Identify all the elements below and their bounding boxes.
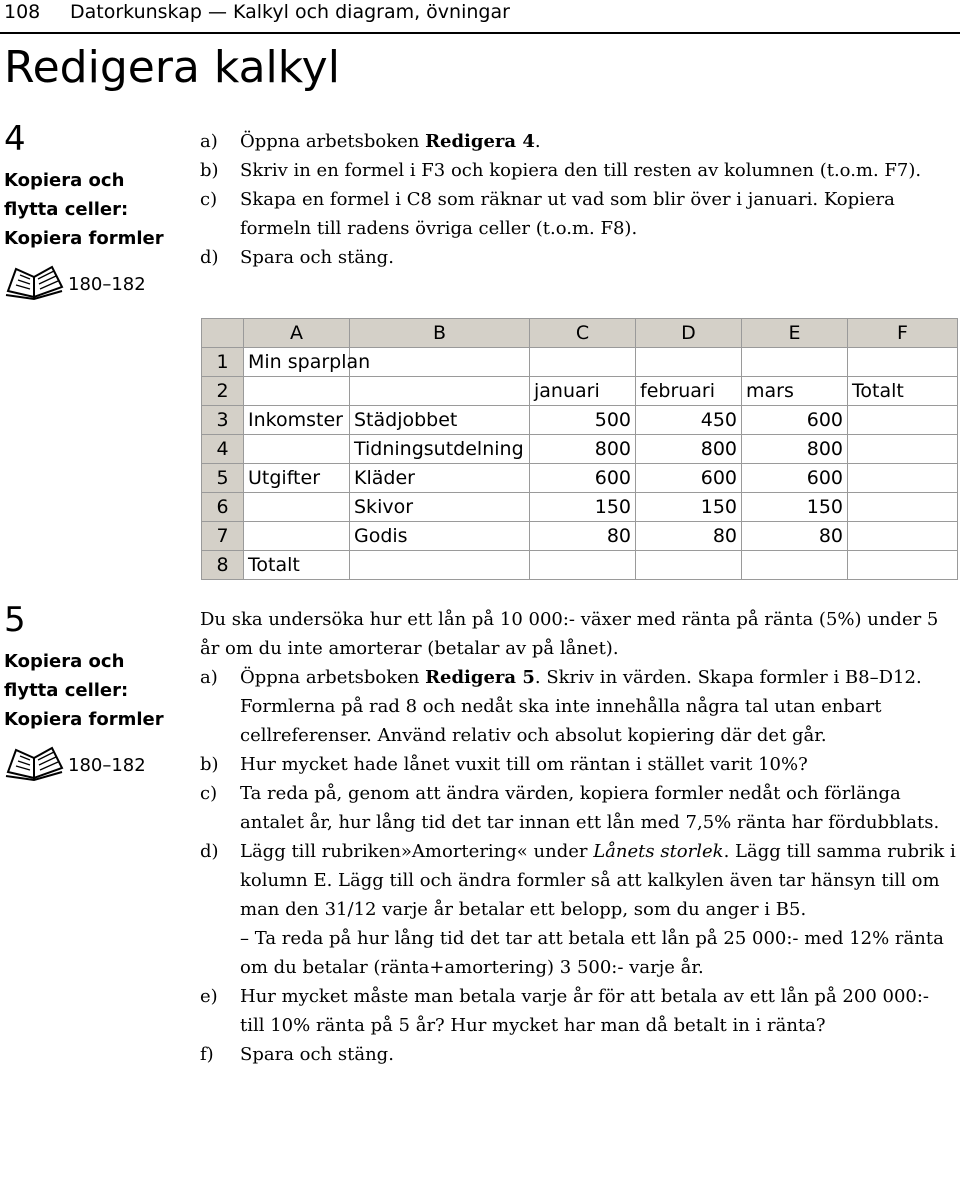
cell[interactable]: 600 (742, 464, 848, 493)
corner-cell[interactable] (202, 319, 244, 348)
cell[interactable]: mars (742, 377, 848, 406)
cell[interactable] (244, 377, 350, 406)
cell[interactable] (848, 493, 958, 522)
exercise5-item-a (200, 663, 958, 750)
cell[interactable]: Inkomster (244, 406, 350, 435)
item-label: e) (200, 986, 218, 1007)
item-text: Skapa en formel i C8 som räknar ut vad som blir över i januari. Kopiera formeln till radens övriga celler (t.o.m. F8). (240, 189, 895, 239)
cell[interactable]: Godis (350, 522, 530, 551)
item-a-bold: Redigera 4 (425, 131, 535, 152)
item-d-post: . Lägg till samma rubrik i kolumn E. Lägg till och ändra formler så att kalkylen även tar hänsyn till om man den 31/12 varje år betalar ett belopp, som du anger i B5. (240, 841, 956, 920)
exercise5-topic-1: Kopiera och (4, 651, 125, 672)
cell[interactable]: 600 (636, 464, 742, 493)
row-header[interactable]: 6 (202, 493, 244, 522)
exercise5-item-d (200, 837, 958, 924)
item-a-bold: Redigera 5 (425, 667, 535, 688)
exercise4-sidebar (4, 119, 194, 301)
open-book-icon (4, 742, 64, 782)
cell[interactable] (244, 493, 350, 522)
column-header[interactable]: B (350, 319, 530, 348)
cell[interactable] (848, 551, 958, 580)
exercise5-item-c (200, 779, 958, 837)
cell[interactable] (636, 551, 742, 580)
row-header[interactable]: 4 (202, 435, 244, 464)
exercise5-item-b (200, 750, 958, 779)
column-header[interactable]: A (244, 319, 350, 348)
table-row (202, 464, 958, 493)
cell[interactable] (742, 348, 848, 377)
item-d-italic: Lånets storlek (593, 841, 724, 862)
cell[interactable]: 80 (742, 522, 848, 551)
cell[interactable] (848, 464, 958, 493)
table-row (202, 551, 958, 580)
exercise4-topic-2: flytta celler: (4, 199, 129, 220)
exercise4-book-ref (4, 261, 194, 301)
exercise4-topic-1: Kopiera och (4, 170, 125, 191)
exercise5-ref-pages: 180–182 (68, 754, 146, 776)
header-rule (0, 32, 960, 34)
item-text: Ta reda på, genom att ändra värden, kopiera formler nedåt och förlänga antalet år, hur lång tid det tar innan ett lån med 7,5% ränta har fördubblats. (240, 783, 940, 833)
table-row (202, 435, 958, 464)
column-header[interactable]: C (530, 319, 636, 348)
cell[interactable] (530, 551, 636, 580)
cell[interactable]: Totalt (244, 551, 350, 580)
page-title: Redigera kalkyl (4, 42, 340, 93)
item-label: b) (200, 160, 219, 181)
open-book-icon (4, 261, 64, 301)
item-text: Hur mycket måste man betala varje år för att betala av ett lån på 200 000:- till 10% ränta på 5 år? Hur mycket har man då betalt in i ränta? (240, 986, 929, 1036)
exercise5-item-f (200, 1040, 958, 1069)
cell[interactable]: 80 (636, 522, 742, 551)
item-label: c) (200, 189, 218, 210)
table-row (202, 522, 958, 551)
cell[interactable] (350, 348, 530, 377)
exercise5-number: 5 (4, 600, 26, 640)
table-row (202, 348, 958, 377)
item-d-pre: Lägg till rubriken»Amortering« under (240, 841, 594, 862)
cell[interactable]: Min sparplan (244, 348, 350, 377)
row-header[interactable]: 7 (202, 522, 244, 551)
column-header[interactable]: D (636, 319, 742, 348)
exercise4-content (200, 127, 958, 272)
cell[interactable]: Kläder (350, 464, 530, 493)
page-header (0, 0, 960, 30)
cell[interactable] (530, 348, 636, 377)
cell[interactable]: 800 (530, 435, 636, 464)
item-a-pre: Öppna arbetsboken (240, 667, 426, 688)
cell[interactable]: 800 (742, 435, 848, 464)
table-row (202, 377, 958, 406)
cell[interactable]: 80 (530, 522, 636, 551)
exercise5-sidebar (4, 600, 194, 782)
exercise5-topic-3: Kopiera formler (4, 709, 164, 730)
exercise5-item-d-sub: – Ta reda på hur lång tid det tar att betala ett lån på 25 000:- med 12% ränta om du betalar (ränta+amortering) 3 500:- varje år. (240, 928, 944, 978)
cell[interactable]: januari (530, 377, 636, 406)
exercise4-item-c (200, 185, 958, 243)
row-header[interactable]: 5 (202, 464, 244, 493)
row-header[interactable]: 3 (202, 406, 244, 435)
exercise4-topic-3: Kopiera formler (4, 228, 164, 249)
cell[interactable]: 800 (636, 435, 742, 464)
item-text: Spara och stäng. (240, 247, 394, 268)
row-header[interactable]: 8 (202, 551, 244, 580)
running-head: Datorkunskap — Kalkyl och diagram, övningar (70, 1, 510, 23)
exercise5-item-e (200, 982, 958, 1040)
exercise4-item-d (200, 243, 958, 272)
item-text: Skriv in en formel i F3 och kopiera den till resten av kolumnen (t.o.m. F7). (240, 160, 922, 181)
table-row (202, 493, 958, 522)
cell[interactable] (848, 435, 958, 464)
spreadsheet (201, 318, 958, 580)
cell[interactable] (350, 551, 530, 580)
item-a-post: . (534, 131, 541, 152)
row-header[interactable]: 2 (202, 377, 244, 406)
cell[interactable]: Totalt (848, 377, 958, 406)
cell[interactable]: 150 (636, 493, 742, 522)
cell[interactable] (350, 377, 530, 406)
exercise5-book-ref (4, 742, 194, 782)
exercise5-topic-2: flytta celler: (4, 680, 129, 701)
item-label: a) (200, 131, 218, 152)
item-text: Spara och stäng. (240, 1044, 394, 1065)
column-header[interactable]: E (742, 319, 848, 348)
cell[interactable]: 500 (530, 406, 636, 435)
cell[interactable]: Städjobbet (350, 406, 530, 435)
cell[interactable]: februari (636, 377, 742, 406)
item-label: f) (200, 1044, 214, 1065)
item-label: d) (200, 841, 219, 862)
cell[interactable] (636, 348, 742, 377)
table-row (202, 406, 958, 435)
cell[interactable] (848, 348, 958, 377)
exercise4-item-a (200, 127, 958, 156)
column-header-row (202, 319, 958, 348)
cell[interactable]: 150 (530, 493, 636, 522)
cell[interactable] (742, 551, 848, 580)
cell[interactable]: 600 (742, 406, 848, 435)
cell[interactable]: Tidningsutdelning (350, 435, 530, 464)
cell[interactable] (848, 406, 958, 435)
cell[interactable]: Skivor (350, 493, 530, 522)
cell[interactable] (848, 522, 958, 551)
exercise4-item-b (200, 156, 958, 185)
exercise5-intro: Du ska undersöka hur ett lån på 10 000:- växer med ränta på ränta (5%) under 5 år om du inte amorterar (betalar av på lånet). (200, 609, 939, 659)
row-header[interactable]: 1 (202, 348, 244, 377)
cell[interactable]: 600 (530, 464, 636, 493)
item-a-pre: Öppna arbetsboken (240, 131, 426, 152)
cell[interactable] (244, 522, 350, 551)
item-label: c) (200, 783, 218, 804)
item-a-post: . Skriv in värden. Skapa formler i B8–D12. Formlerna på rad 8 och nedåt ska inte innehålla några tal utan enbart cellreferenser. Använd relativ och absolut kopiering där det går. (240, 667, 922, 746)
cell[interactable] (244, 435, 350, 464)
column-header[interactable]: F (848, 319, 958, 348)
item-text: Hur mycket hade lånet vuxit till om räntan i stället varit 10%? (240, 754, 808, 775)
exercise5-content (200, 605, 958, 1069)
item-label: d) (200, 247, 219, 268)
exercise4-number: 4 (4, 119, 26, 159)
item-label: a) (200, 667, 218, 688)
page-number: 108 (4, 1, 41, 23)
item-label: b) (200, 754, 219, 775)
exercise4-ref-pages: 180–182 (68, 273, 146, 295)
cell[interactable]: 450 (636, 406, 742, 435)
cell[interactable]: Utgifter (244, 464, 350, 493)
cell[interactable]: 150 (742, 493, 848, 522)
